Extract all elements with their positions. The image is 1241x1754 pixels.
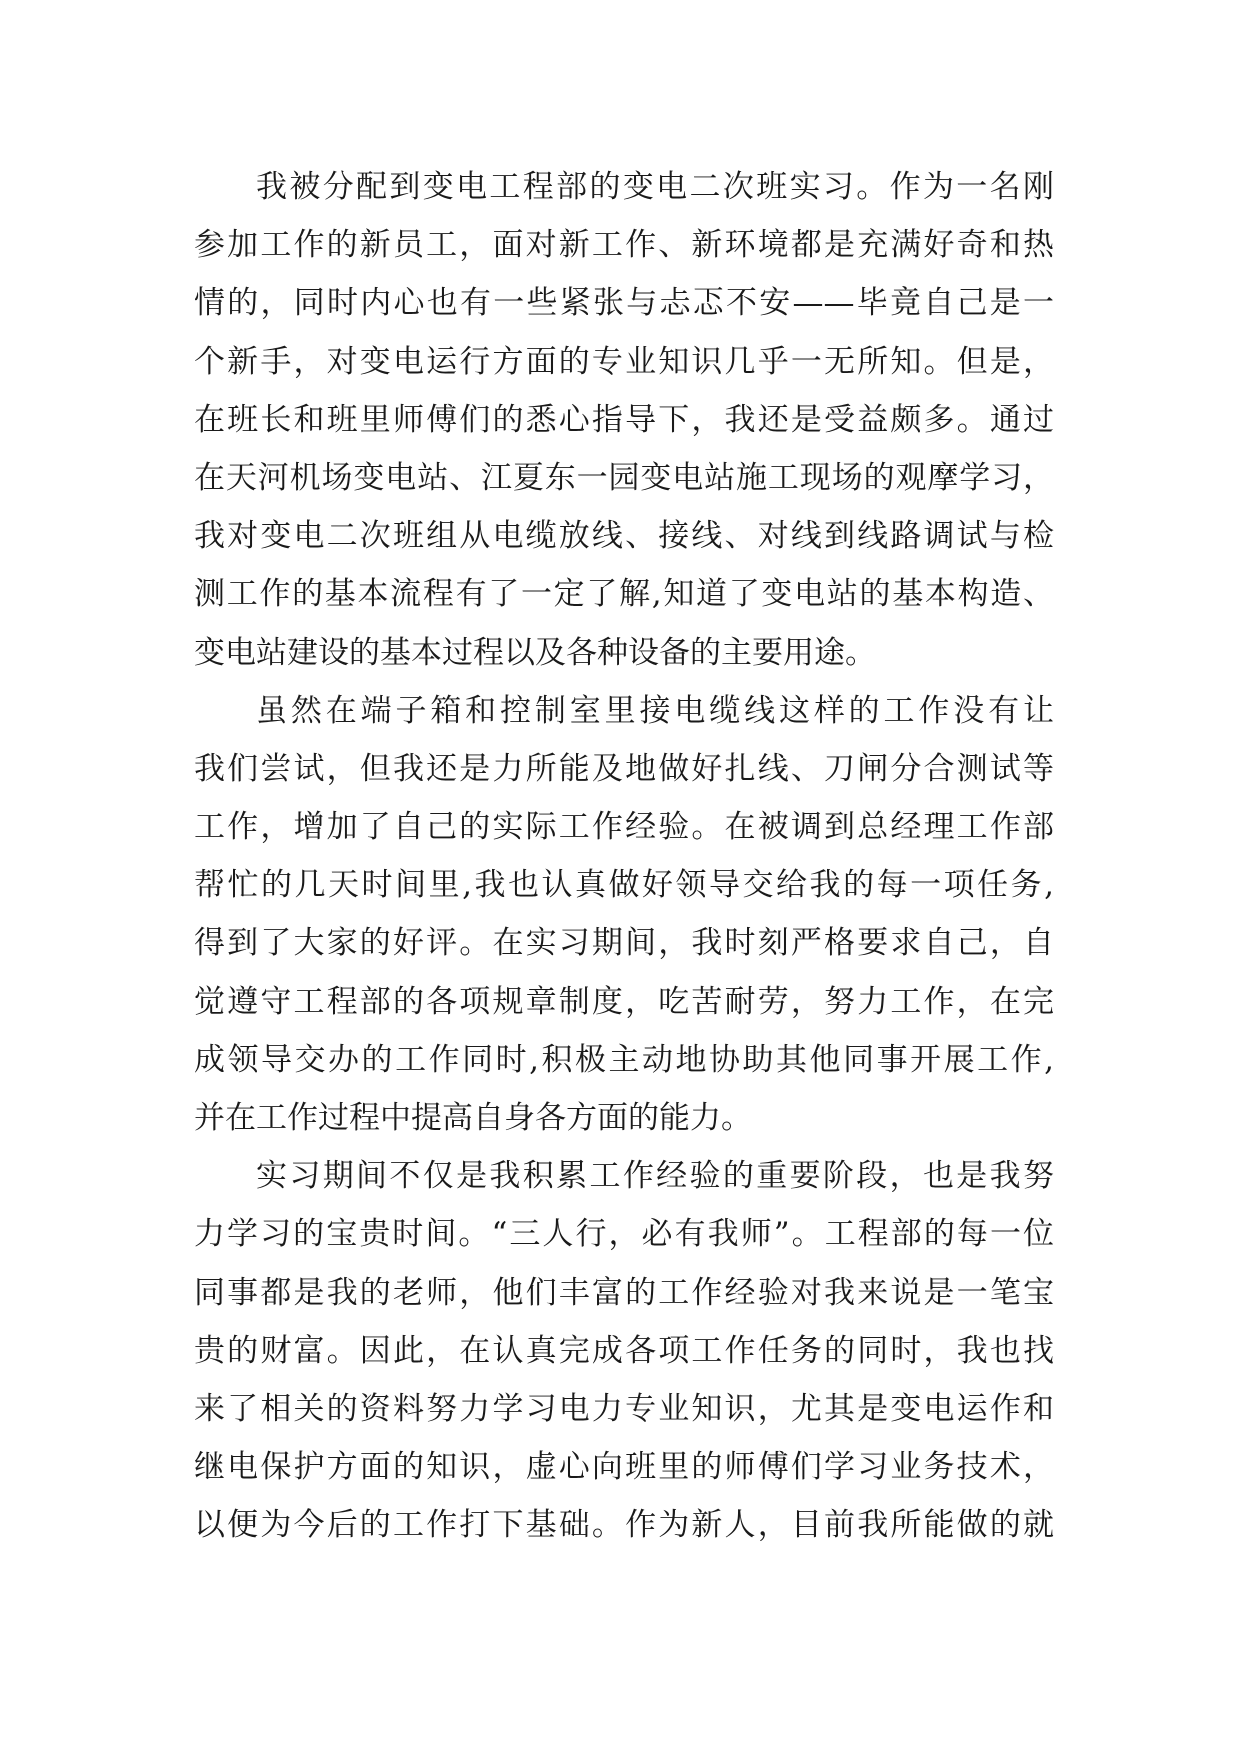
- document-body: [194, 158, 1054, 1555]
- paragraph-1-line-3: 情的，同时内心也有一些紧张与忐忑不安——毕竟自己是一: [194, 285, 1054, 322]
- paragraph-2-line-4: 帮忙的几天时间里,我也认真做好领导交给我的每一项任务,: [194, 867, 1054, 904]
- paragraph-1-line-6: 在天河机场变电站、江夏东一园变电站施工现场的观摩学习，: [194, 459, 1054, 496]
- paragraph-2-line-6: 觉遵守工程部的各项规章制度，吃苦耐劳，努力工作，在完: [194, 983, 1054, 1020]
- paragraph-2-line-2: 我们尝试，但我还是力所能及地做好扎线、刀闸分合测试等: [194, 750, 1054, 787]
- paragraph-1-line-1: 我被分配到变电工程部的变电二次班实习。作为一名刚: [256, 169, 1054, 205]
- paragraph-2-line-3: 工作，增加了自己的实际工作经验。在被调到总经理工作部: [194, 809, 1054, 846]
- paragraph-3-line-5: 来了相关的资料努力学习电力专业知识，尤其是变电运作和: [194, 1390, 1054, 1427]
- paragraph-2-line-7: 成领导交办的工作同时,积极主动地协助其他同事开展工作,: [194, 1041, 1054, 1078]
- paragraph-1-line-5: 在班长和班里师傅们的悉心指导下，我还是受益颇多。通过: [194, 401, 1054, 438]
- paragraph-1-line-4: 个新手，对变电运行方面的专业知识几乎一无所知。但是，: [194, 343, 1054, 380]
- paragraph-1-line-9: 变电站建设的基本过程以及各种设备的主要用途。: [194, 634, 876, 671]
- paragraph-3-line-3: 同事都是我的老师，他们丰富的工作经验对我来说是一笔宝: [194, 1274, 1054, 1311]
- paragraph-3-line-4: 贵的财富。因此，在认真完成各项工作任务的同时，我也找: [194, 1332, 1054, 1369]
- paragraph-2-line-1: 虽然在端子箱和控制室里接电缆线这样的工作没有让: [256, 692, 1054, 729]
- paragraph-3-line-7: 以便为今后的工作打下基础。作为新人，目前我所能做的就: [194, 1507, 1054, 1544]
- paragraph-3-line-1: 实习期间不仅是我积累工作经验的重要阶段，也是我努: [256, 1158, 1054, 1195]
- paragraph-2-line-8: 并在工作过程中提高自身各方面的能力。: [194, 1100, 752, 1136]
- paragraph-1-line-2: 参加工作的新员工，面对新工作、新环境都是充满好奇和热: [194, 227, 1054, 264]
- paragraph-3-line-2: 力学习的宝贵时间。“三人行，必有我师”。工程部的每一位: [194, 1216, 1054, 1253]
- paragraph-1-line-7: 我对变电二次班组从电缆放线、接线、对线到线路调试与检: [194, 518, 1054, 555]
- paragraph-3-line-6: 继电保护方面的知识，虚心向班里的师傅们学习业务技术，: [194, 1449, 1054, 1486]
- paragraph-2-line-5: 得到了大家的好评。在实习期间，我时刻严格要求自己，自: [194, 925, 1054, 962]
- paragraph-1-line-8: 测工作的基本流程有了一定了解,知道了变电站的基本构造、: [194, 576, 1054, 613]
